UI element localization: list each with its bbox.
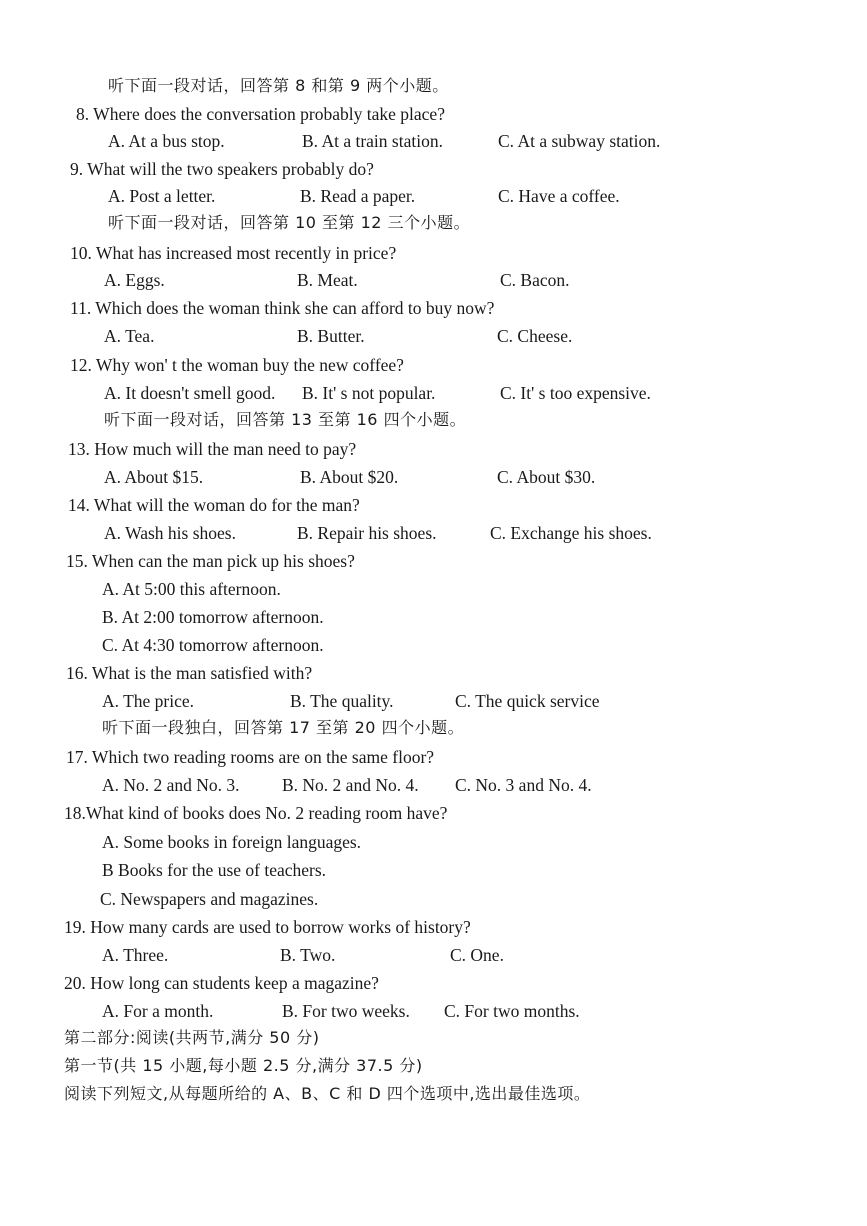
option-14c: C. Exchange his shoes. [490,523,652,543]
option-12a: A. It doesn't smell good. [104,383,276,403]
option-14a: A. Wash his shoes. [104,523,236,543]
option-11a: A. Tea. [104,326,155,346]
option-13b: B. About $20. [300,467,399,487]
option-8a: A. At a bus stop. [108,131,225,151]
question-14: 14. What will the woman do for the man? [68,495,360,515]
reading-instruction: 阅读下列短文,从每题所给的 A、B、C 和 D 四个选项中,选出最佳选项。 [64,1084,591,1103]
option-9a: A. Post a letter. [108,186,216,206]
option-19c: C. One. [450,945,504,965]
option-18b: B Books for the use of teachers. [102,860,327,880]
question-15: 15. When can the man pick up his shoes? [66,551,355,571]
option-13a: A. About $15. [104,467,204,487]
option-19a: A. Three. [102,945,169,965]
question-18: 18.What kind of books does No. 2 reading room have? [64,803,448,823]
section-intro-17-20: 听下面一段独白，回答第 17 至第 20 四个小题。 [102,718,465,737]
question-19: 19. How many cards are used to borrow works of history? [64,917,471,937]
option-8c: C. At a subway station. [498,131,661,151]
question-20: 20. How long can students keep a magazine? [64,973,379,993]
option-20b: B. For two weeks. [282,1001,410,1021]
option-11b: B. Butter. [297,326,365,346]
option-16c: C. The quick service [455,691,600,711]
section-intro-13-16: 听下面一段对话，回答第 13 至第 16 四个小题。 [104,410,467,429]
question-11: 11. Which does the woman think she can afford to buy now? [70,298,495,318]
option-11c: C. Cheese. [497,326,573,346]
option-9b: B. Read a paper. [300,186,416,206]
option-17c: C. No. 3 and No. 4. [455,775,592,795]
question-17: 17. Which two reading rooms are on the same floor? [66,747,435,767]
question-10: 10. What has increased most recently in price? [70,243,397,263]
option-15a: A. At 5:00 this afternoon. [102,579,281,599]
option-8b: B. At a train station. [302,131,443,151]
option-16b: B. The quality. [290,691,394,711]
question-9: 9. What will the two speakers probably do? [70,159,374,179]
section-intro-10-12: 听下面一段对话，回答第 10 至第 12 三个小题。 [108,213,471,232]
option-10b: B. Meat. [297,270,358,290]
option-18c: C. Newspapers and magazines. [100,889,319,909]
part-two-heading: 第二部分:阅读(共两节,满分 50 分) [64,1028,320,1047]
option-15c: C. At 4:30 tomorrow afternoon. [102,635,324,655]
option-12b: B. It' s not popular. [302,383,436,403]
option-16a: A. The price. [102,691,195,711]
question-8: 8. Where does the conversation probably take place? [76,104,445,124]
option-12c: C. It' s too expensive. [500,383,651,403]
option-9c: C. Have a coffee. [498,186,620,206]
option-17b: B. No. 2 and No. 4. [282,775,419,795]
option-20c: C. For two months. [444,1001,580,1021]
question-12: 12. Why won' t the woman buy the new coffee? [70,355,404,375]
option-18a: A. Some books in foreign languages. [102,832,362,852]
option-10a: A. Eggs. [104,270,165,290]
option-15b: B. At 2:00 tomorrow afternoon. [102,607,324,627]
question-13: 13. How much will the man need to pay? [68,439,357,459]
option-20a: A. For a month. [102,1001,214,1021]
option-19b: B. Two. [280,945,336,965]
option-10c: C. Bacon. [500,270,570,290]
section-one-heading: 第一节(共 15 小题,每小题 2.5 分,满分 37.5 分) [64,1056,423,1075]
option-13c: C. About $30. [497,467,596,487]
section-intro-8-9: 听下面一段对话，回答第 8 和第 9 两个小题。 [108,76,449,95]
option-17a: A. No. 2 and No. 3. [102,775,240,795]
question-16: 16. What is the man satisfied with? [66,663,313,683]
option-14b: B. Repair his shoes. [297,523,437,543]
